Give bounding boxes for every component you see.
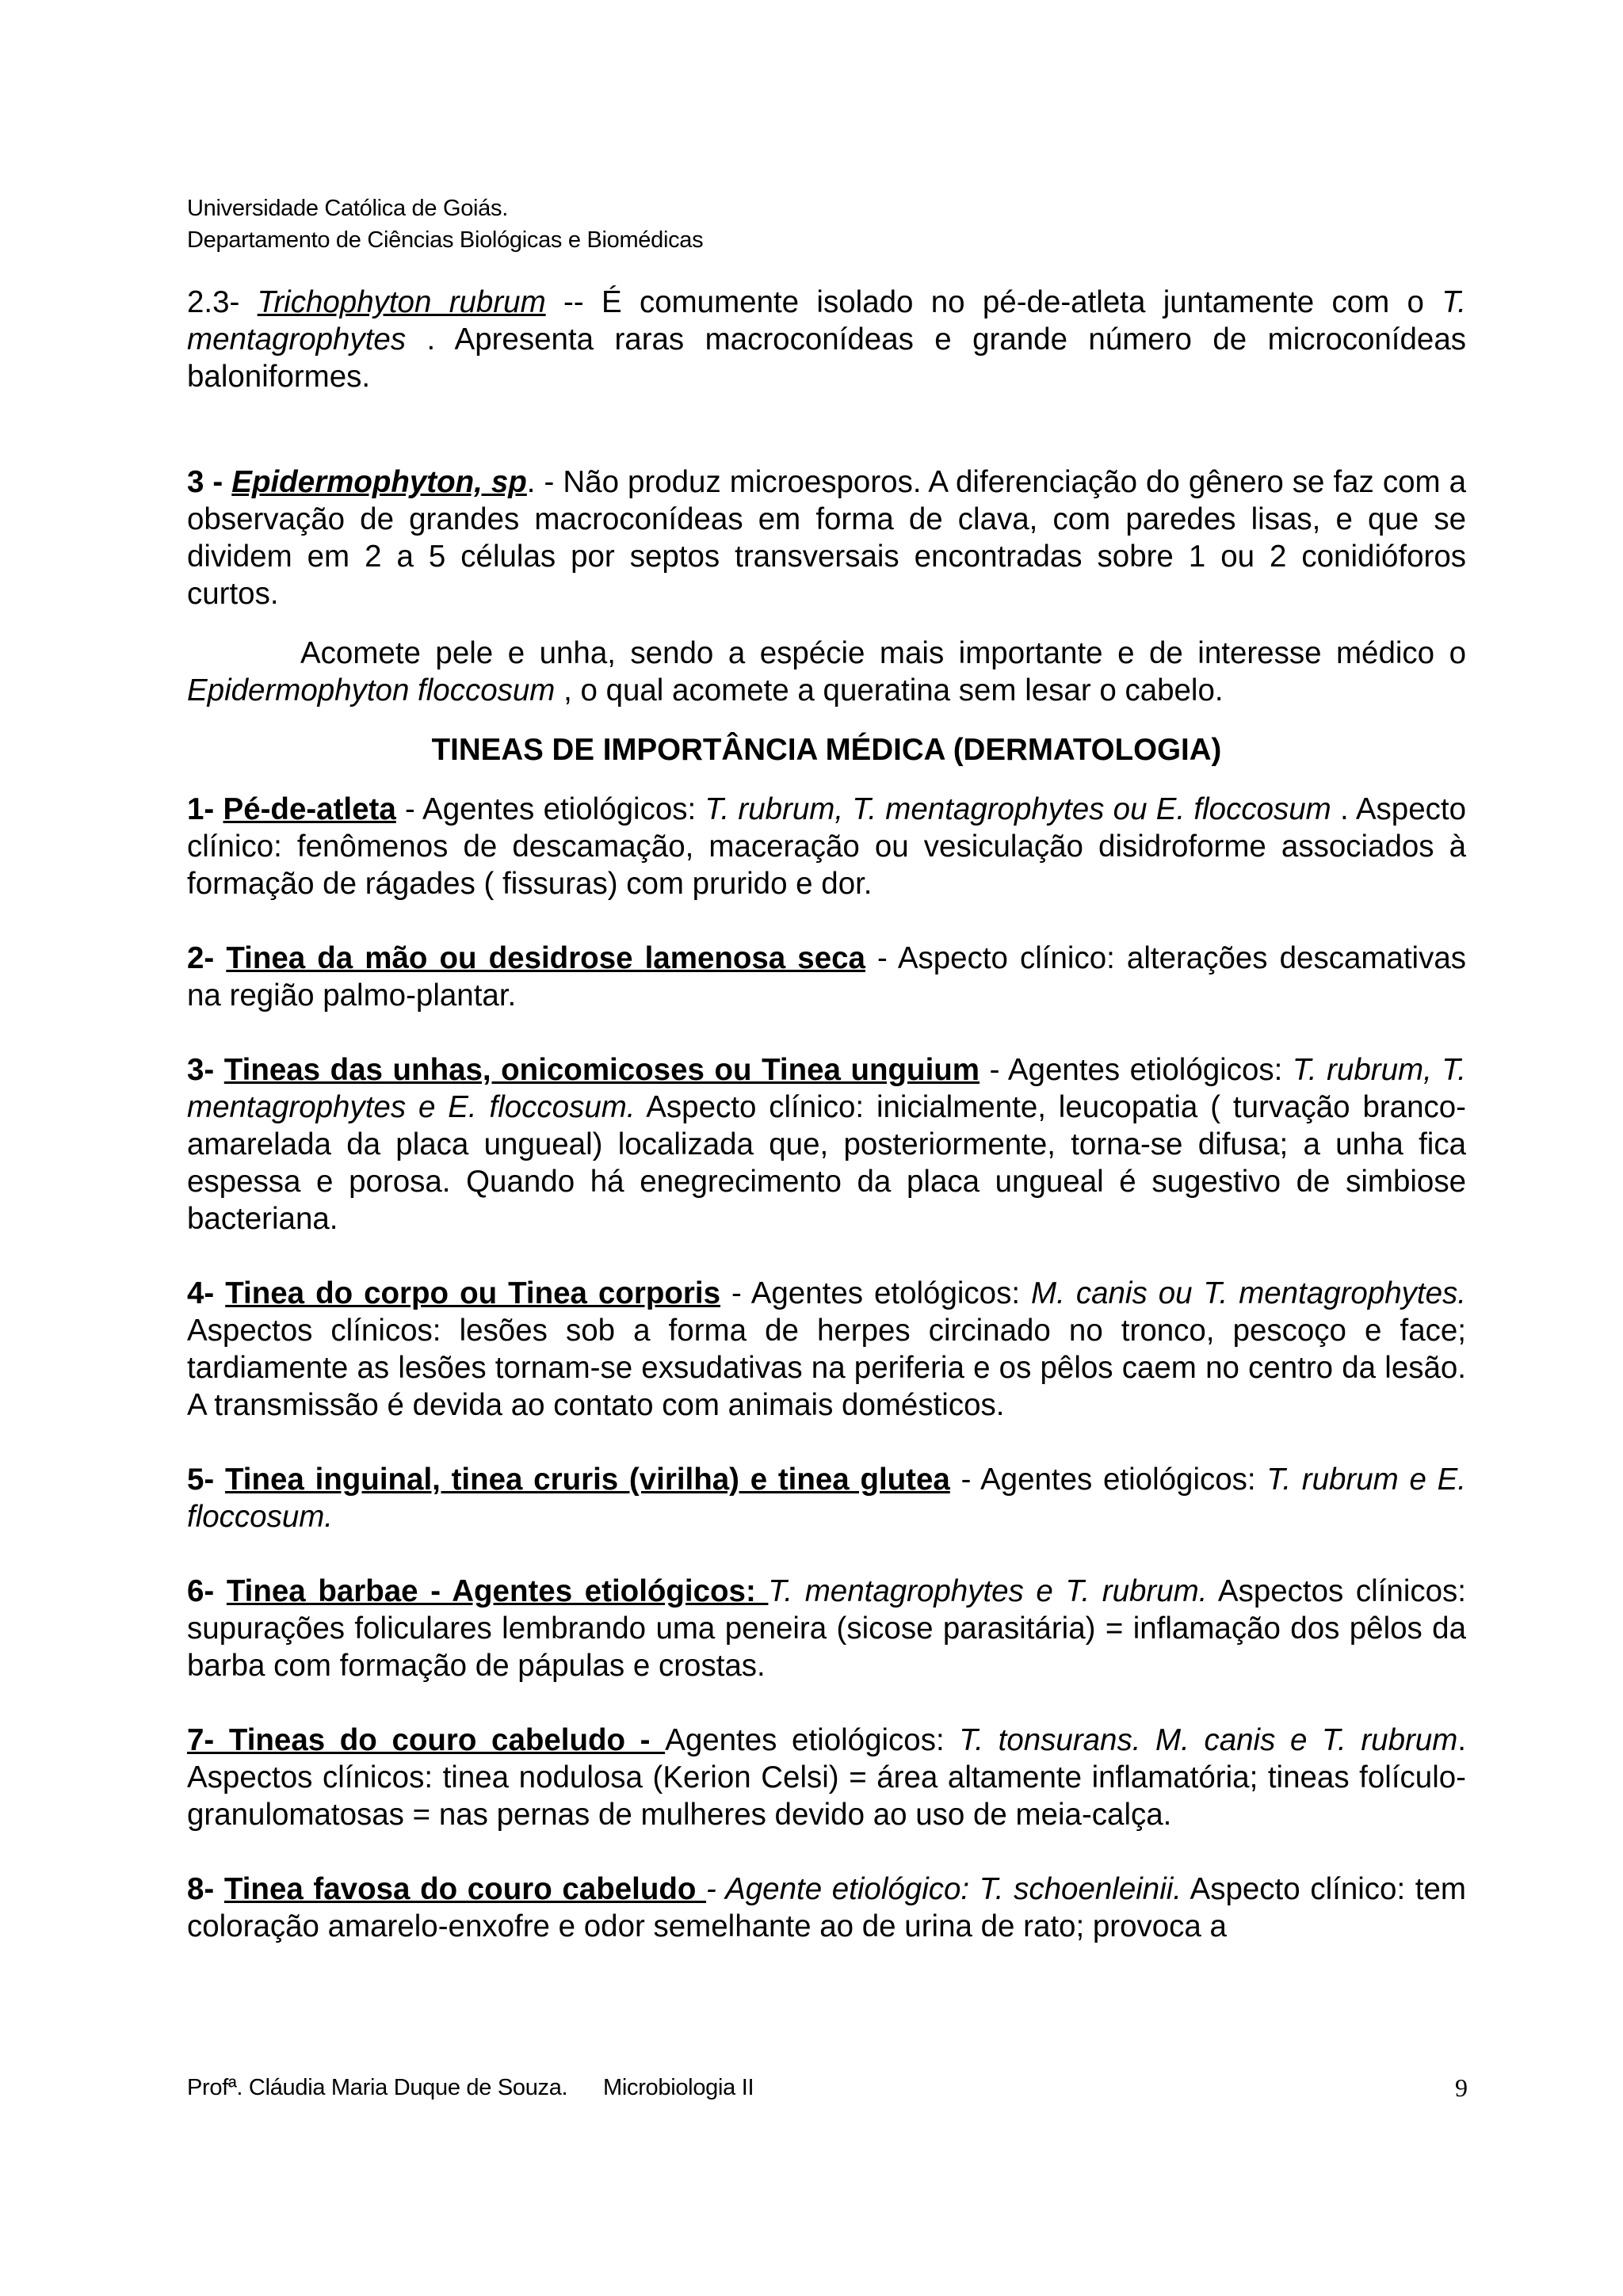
item-agents: T. tonsurans. M. canis e T. rubrum	[959, 1723, 1458, 1757]
item-6	[187, 1573, 1466, 1684]
item-text: - Aspecto clínico: alterações descamativas na região palmo-plantar.	[187, 941, 1467, 1013]
paragraph-text: . Apresenta raras macroconídeas e grande número de microconídeas baloniformes.	[187, 322, 1466, 394]
paragraph-text: , o qual acomete a queratina sem lesar o cabelo.	[555, 673, 1224, 707]
item-agents: M. canis ou T. mentagrophytes.	[1031, 1276, 1466, 1310]
item-number: 6-	[187, 1574, 227, 1608]
header-institution: Universidade Católica de Goiás.	[187, 196, 508, 221]
page-number: 9	[1455, 2073, 1468, 2102]
item-title: 7- Tineas do couro cabeludo -	[187, 1723, 666, 1757]
item-text: . Aspecto clínico: fenômenos de descamação, maceração ou vesiculação disidroforme associados à formação de rágades ( fissuras) com prurido e dor.	[187, 792, 1466, 901]
item-title: Tinea inguinal, tinea cruris (virilha) e tinea glutea	[224, 1463, 950, 1497]
item-text: - Agentes etiológicos:	[980, 1053, 1293, 1087]
species-name: Trichophyton rubrum	[257, 285, 546, 319]
item-4	[187, 1275, 1466, 1424]
paragraph-text: Acomete pele e unha, sendo a espécie mais importante e de interesse médico o	[300, 636, 1466, 670]
section-number: 3 -	[187, 465, 232, 499]
item-agents: T. rubrum, T. mentagrophytes e E. floccosum.	[187, 1053, 1467, 1124]
species-name: T. mentagrophytes	[187, 285, 1466, 357]
item-title: Tineas das unhas, onicomicoses ou Tinea unguium	[223, 1053, 980, 1087]
item-1	[187, 791, 1466, 902]
item-5	[187, 1461, 1466, 1535]
species-name: Epidermophyton floccosum	[187, 673, 556, 707]
item-text: Aspectos clínicos: supurações foliculares lembrando uma peneira (sicose parasitária) = inflamação dos pêlos da barba com formação de pápulas e crostas.	[187, 1574, 1466, 1683]
item-title: Tinea do corpo ou Tinea corporis	[225, 1276, 721, 1310]
item-title: Tinea favosa do couro cabeludo	[223, 1872, 707, 1906]
item-agents: T. mentagrophytes e T. rubrum.	[768, 1574, 1208, 1608]
item-text: Aspecto clínico: tem coloração amarelo-enxofre e odor semelhante ao de urina de rato; provoca a	[187, 1872, 1466, 1943]
footer-author: Profª. Cláudia Maria Duque de Souza.	[187, 2075, 568, 2100]
item-number: 3-	[187, 1053, 224, 1087]
paragraph-2-3	[187, 284, 1466, 395]
item-text: - Agentes etiológicos:	[949, 1463, 1267, 1497]
footer-course: Microbiologia II	[603, 2075, 754, 2100]
item-agents: - Agente etiológico: T. schoenleinii.	[706, 1872, 1182, 1906]
item-number: 1-	[187, 792, 223, 826]
item-text: - Agentes etiológicos:	[395, 792, 705, 826]
item-text: Aspectos clínicos: lesões sob a forma de herpes circinado no tronco, pescoço e face; tardiamente as lesões tornam-se exsudativas na periferia e os pêlos caem no centro da lesão. A transmissão é devida ao contato com animais domésticos.	[187, 1314, 1466, 1422]
section-title: TINEAS DE IMPORTÂNCIA MÉDICA (DERMATOLOGIA)	[431, 733, 1222, 767]
paragraph-3	[187, 463, 1466, 612]
item-title: Pé-de-atleta	[223, 792, 396, 826]
item-7	[187, 1722, 1466, 1833]
item-number: 8-	[187, 1872, 224, 1906]
item-8	[187, 1871, 1466, 1945]
item-title: Tinea da mão ou desidrose lamenosa seca	[226, 941, 865, 975]
item-number: 2-	[187, 941, 227, 975]
item-number: 5-	[187, 1463, 225, 1497]
item-3	[187, 1051, 1466, 1238]
item-title: Tinea barbae - Agentes etiológicos:	[226, 1574, 769, 1608]
header-department: Departamento de Ciências Biológicas e Biomédicas	[187, 227, 704, 253]
paragraph-text: . - Não produz microesporos. A diferenciação do gênero se faz com a observação de grandes macroconídeas em forma de clava, com paredes lisas, e que se dividem em 2 a 5 células por septos transversais encontradas sobre 1 ou 2 conidióforos curtos.	[187, 465, 1466, 611]
item-2	[187, 940, 1466, 1014]
item-agents: T. rubrum, T. mentagrophytes ou E. floccosum	[705, 792, 1331, 826]
item-text: Aspecto clínico: inicialmente, leucopatia ( turvação branco-amarelada da placa ungueal) localizada que, posteriormente, torna-se difusa; a unha fica espessa e porosa. Quando há enegrecimento da placa ungueal é sugestivo de simbiose bacteriana.	[187, 1090, 1466, 1236]
item-number: 4-	[187, 1276, 226, 1310]
item-text: Agentes etiológicos:	[665, 1723, 960, 1757]
page-header	[187, 193, 703, 256]
genus-name: Epidermophyton, sp	[231, 465, 527, 499]
paragraph-3-continued	[187, 635, 1466, 709]
document-body	[187, 284, 1466, 1945]
item-text: - Agentes etológicos:	[720, 1276, 1032, 1310]
item-agents: T. rubrum e E. floccosum.	[187, 1463, 1466, 1534]
item-text: . Aspectos clínicos: tinea nodulosa (Kerion Celsi) = área altamente inflamatória; tineas folículo-granulomatosas = nas pernas de mulheres devido ao uso de meia-calça.	[187, 1723, 1466, 1832]
paragraph-text: -- É comumente isolado no pé-de-atleta juntamente com o	[545, 285, 1442, 319]
section-number: 2.3-	[187, 285, 258, 319]
